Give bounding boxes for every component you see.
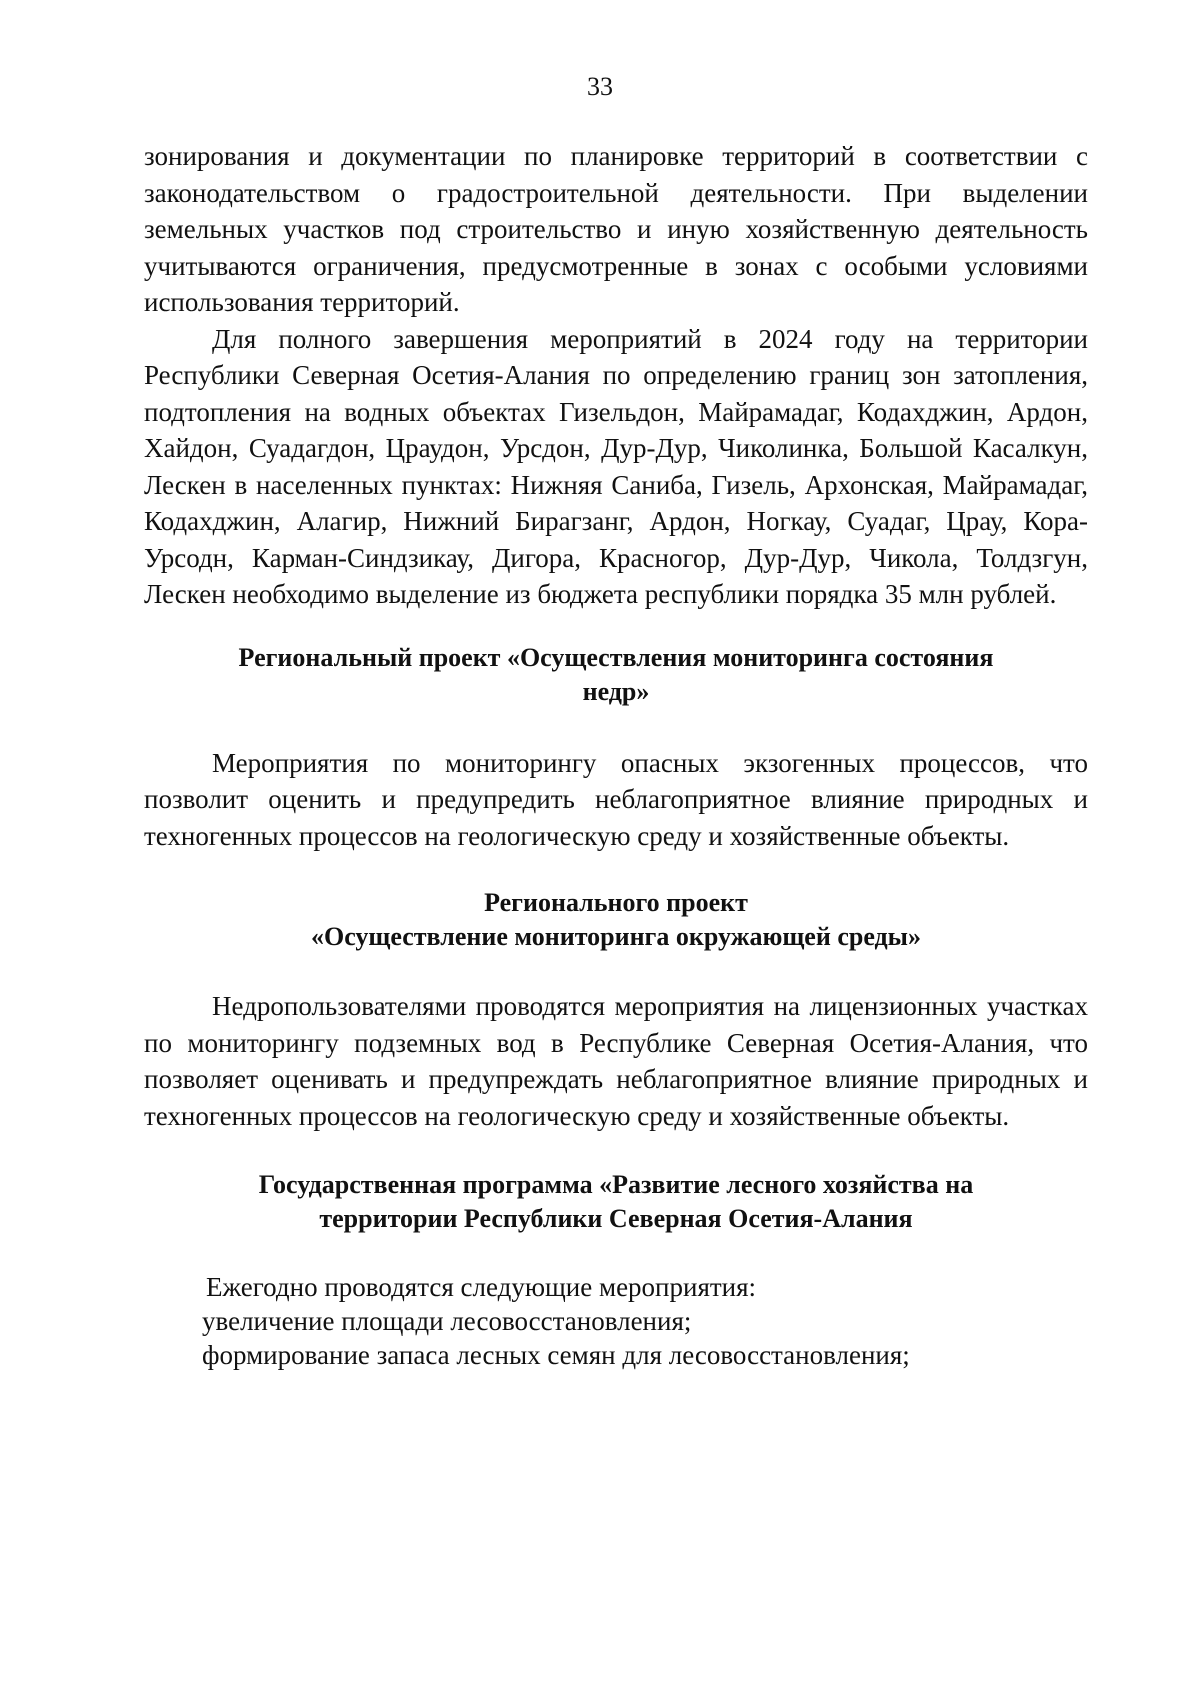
- list-intro: Ежегодно проводятся следующие мероприятия:: [206, 1272, 757, 1302]
- heading-line: «Осуществление мониторинга окружающей среды»: [311, 922, 921, 951]
- paragraph-flood-zones: Для полного завершения мероприятий в 2024 году на территории Республики Северная Осетия-Алания по определению границ зон затопления, подтопления на водных объектах Гизельдон, Майрамадаг, Кодахджин, Ардон, Хайдон, Суадагдон, Цраудон, Урсдон, Дур-Дур, Чиколинка, Большой Касалкун, Лескен в населенных пунктах: Нижняя Саниба, Гизель, Архонская, Майрамадаг, Кодахджин, Алагир, Нижний Бирагзанг, Ардон, Ногкау, Суадаг, Црау, Кора-Урсодн, Карман-Синдзикау, Дигора, Красногор, Дур-Дур, Чикола, Толдзгун, Лескен необходимо выделение из бюджета республики порядка 35 млн рублей.: [144, 323, 1088, 609]
- heading-subsoil-monitoring: [144, 641, 1088, 709]
- paragraph-zoning: зонирования и документации по планировке территорий в соответствии с законодательством о градостроительной деятельности. При выделении земельных участков под строительство и иную хозяйственную деятельность учитываются ограничения, предусмотренные в зонах с особыми условиями использования территорий.: [144, 141, 1088, 317]
- list-item: увеличение площади лесовосстановления;: [202, 1306, 692, 1336]
- heading-line: Государственная программа «Развитие лесного хозяйства на: [258, 1170, 974, 1199]
- heading-forestry-program: [144, 1168, 1088, 1236]
- document-body: [144, 138, 1088, 1372]
- paragraph-groundwater-monitoring: Недропользователями проводятся мероприятия на лицензионных участках по мониторингу подземных вод в Республике Северная Осетия-Алания, что позволяет оценивать и предупреждать неблагоприятное влияние природных и техногенных процессов на геологическую среду и хозяйственные объекты.: [144, 991, 1088, 1131]
- paragraph-exogenous-monitoring: Мероприятия по мониторингу опасных экзогенных процессов, что позволит оценить и предупредить неблагоприятное влияние природных и техногенных процессов на геологическую среду и хозяйственные объекты.: [144, 747, 1088, 851]
- heading-line: Региональный проект «Осуществления мониторинга состояния: [238, 642, 994, 672]
- heading-environment-monitoring: [144, 886, 1088, 954]
- heading-line: территории Республики Северная Осетия-Алания: [319, 1204, 913, 1233]
- heading-line: недр»: [582, 676, 650, 706]
- measures-list: [144, 1270, 1088, 1372]
- heading-line: Регионального проект: [484, 888, 748, 917]
- list-item: формирование запаса лесных семян для лесовосстановления;: [202, 1340, 910, 1370]
- page-number: 33: [587, 72, 613, 101]
